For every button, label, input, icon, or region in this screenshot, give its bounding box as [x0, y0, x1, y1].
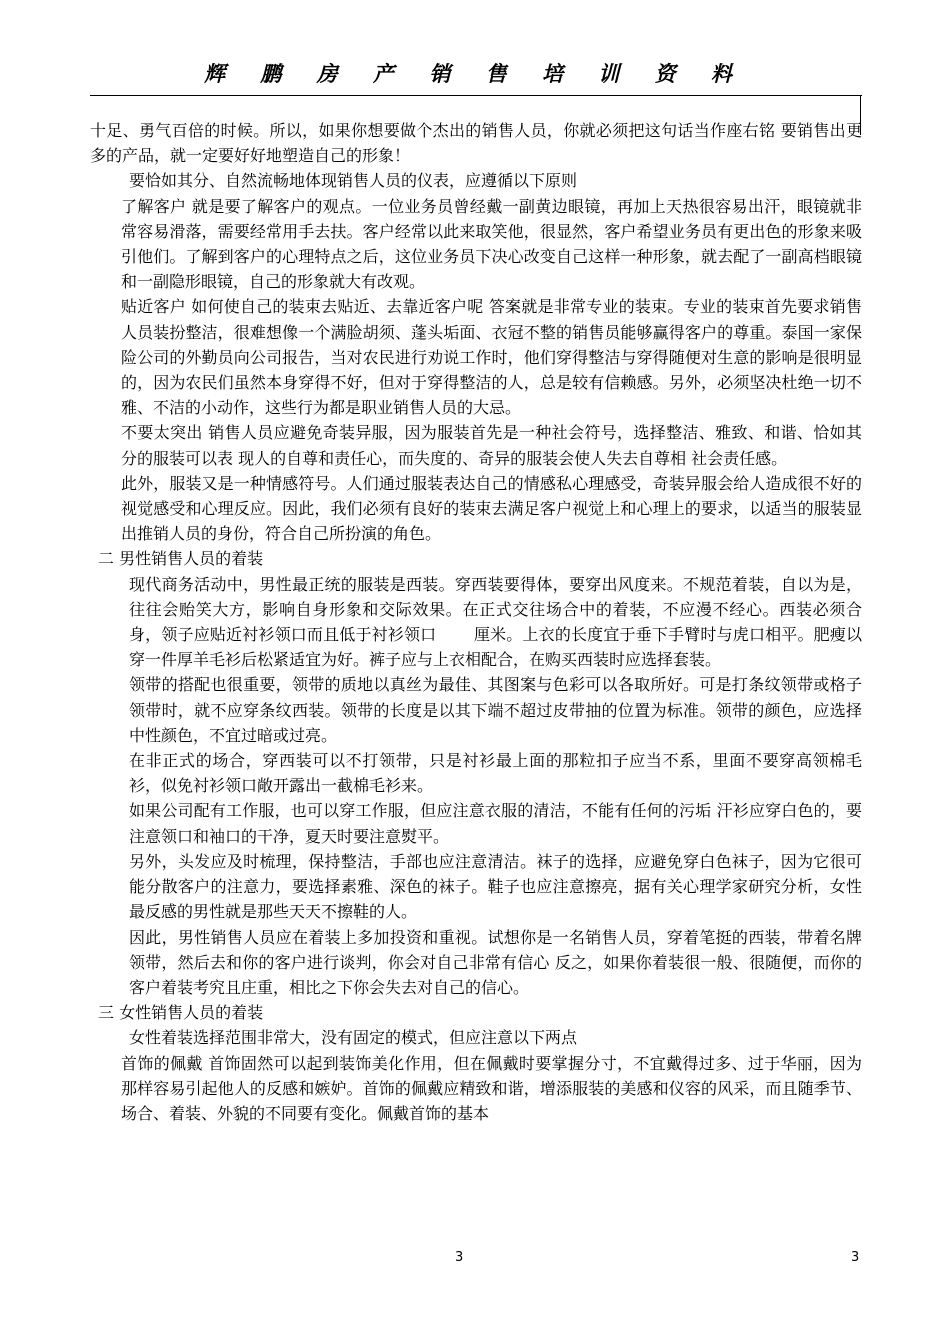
body-text: [90, 118, 862, 1126]
section-heading: 三 女性销售人员的着装: [98, 1003, 264, 1023]
paragraph: 因此，男性销售人员应在着装上多加投资和重视。试想你是一名销售人员，穿着笔挺的西装，带着名牌领带，然后去和你的客户进行谈判，你会对自己非常有信心 反之，如果你着装很一般、很随便，而你的客户着装考究且庄重，相比之下你会失去对自己的信心。: [129, 927, 862, 997]
paragraph: 不要太突出 销售人员应避免奇装异服，因为服装首先是一种社会符号，选择整洁、雅致、和谐、恰如其分的服装可以表 现人的自尊和责任心，而失度的、奇异的服装会使人失去自尊相 社会责任感。: [121, 423, 862, 468]
paragraph: 贴近客户 如何使自己的装束去贴近、去靠近客户呢 答案就是非常专业的装束。专业的装束首先要求销售人员装扮整洁，很难想像一个满脸胡须、蓬头垢面、衣冠不整的销售员能够赢得客户的尊重。泰国一家保险公司的外勤员向公司报告，当对农民进行劝说工作时，他们穿得整洁与穿得随便对生意的影响是很明显的，因为农民们虽然本身穿得不好，但对于穿得整洁的人，总是较有信赖感。另外，必须坚决杜绝一切不雅、不洁的小动作，这些行为都是职业销售人员的大忌。: [121, 297, 862, 418]
paragraph: 现代商务活动中，男性最正统的服装是西装。穿西装要得体，要穿出风度来。不规范着装，自以为是，往往会贻笑大方，影响自身形象和交际效果。在正式交往场合中的着装，不应漫不经心。西装必须合身，领子应贴近衬衫领口而且低于衬衫领口 厘米。上衣的长度宜于垂下手臂时与虎口相平。肥瘦以穿一件厚羊毛衫后松紧适宜为好。裤子应与上衣相配合，在购买西装时应选择套装。: [129, 574, 862, 670]
paragraph: 领带的搭配也很重要，领带的质地以真丝为最佳、其图案与色彩可以各取所好。可是打条纹领带或格子领带时，就不应穿条纹西装。领带的长度是以其下端不超过皮带抽的位置为标准。领带的颜色，应选择中性颜色，不宜过暗或过亮。: [129, 675, 862, 745]
header-rule: [90, 95, 862, 96]
section-heading: 二 男性销售人员的着装: [98, 549, 264, 569]
page-header-title: 辉 鹏 房 产 销 售 培 训 资 料: [204, 61, 746, 86]
paragraph: 首饰的佩戴 首饰固然可以起到装饰美化作用，但在佩戴时要掌握分寸，不宜戴得过多、过于华丽，因为那样容易引起他人的反感和嫉妒。首饰的佩戴应精致和谐，增添服装的美感和仪容的风采，而且随季节、场合、着装、外貌的不同要有变化。佩戴首饰的基本: [121, 1053, 862, 1123]
paragraph: 在非正式的场合，穿西装可以不打领带，只是衬衫最上面的那粒扣子应当不系，里面不要穿高领棉毛衫，似免衬衫领口敞开露出一截棉毛衫来。: [129, 751, 862, 796]
paragraph: 此外，服装又是一种情感符号。人们通过服装表达自己的情感私心理感受，奇装异服会给人造成很不好的视觉感受和心理反应。因此，我们必须有良好的装束去满足客户视觉上和心理上的要求，以适当的服装显出推销人员的身份，符合自己所扮演的角色。: [121, 473, 862, 544]
paragraph: 另外，头发应及时梳理，保持整洁，手部也应注意清洁。袜子的选择，应避免穿白色袜子，因为它很可能分散客户的注意力，要选择素雅、深色的袜子。鞋子也应注意擦亮，据有关心理学家研究分析，女性最反感的男性就是那些天天不擦鞋的人。: [129, 851, 862, 922]
paragraph: 十足、勇气百倍的时候。所以，如果你想要做个杰出的销售人员，你就必须把这句话当作座右铭 要销售出更多的产品，就一定要好好地塑造自己的形象！: [90, 121, 862, 166]
page-number-right: 3: [851, 1250, 860, 1265]
paragraph: 要恰如其分、自然流畅地体现销售人员的仪表，应遵循以下原则: [129, 171, 578, 191]
paragraph: 女性着装选择范围非常大，没有固定的模式，但应注意以下两点: [129, 1028, 578, 1048]
page-number: 3: [455, 1250, 464, 1265]
paragraph: 了解客户 就是要了解客户的观点。一位业务员曾经戴一副黄边眼镜，再加上天热很容易出汗，眼镜就非常容易滑落，需要经常用手去扶。客户经常以此来取笑他，很显然，客户希望业务员有更出色的形象来吸引他们。了解到客户的心理特点之后，这位业务员下决心改变自己这样一种形象，就去配了一副高档眼镜和一副隐形眼镜，自己的形象就大有改观。: [121, 196, 862, 292]
paragraph: 如果公司配有工作服，也可以穿工作服，但应注意衣服的清洁，不能有任何的污垢 汗衫应穿白色的，要注意领口和袖口的干净，夏天时要注意熨平。: [129, 801, 862, 846]
